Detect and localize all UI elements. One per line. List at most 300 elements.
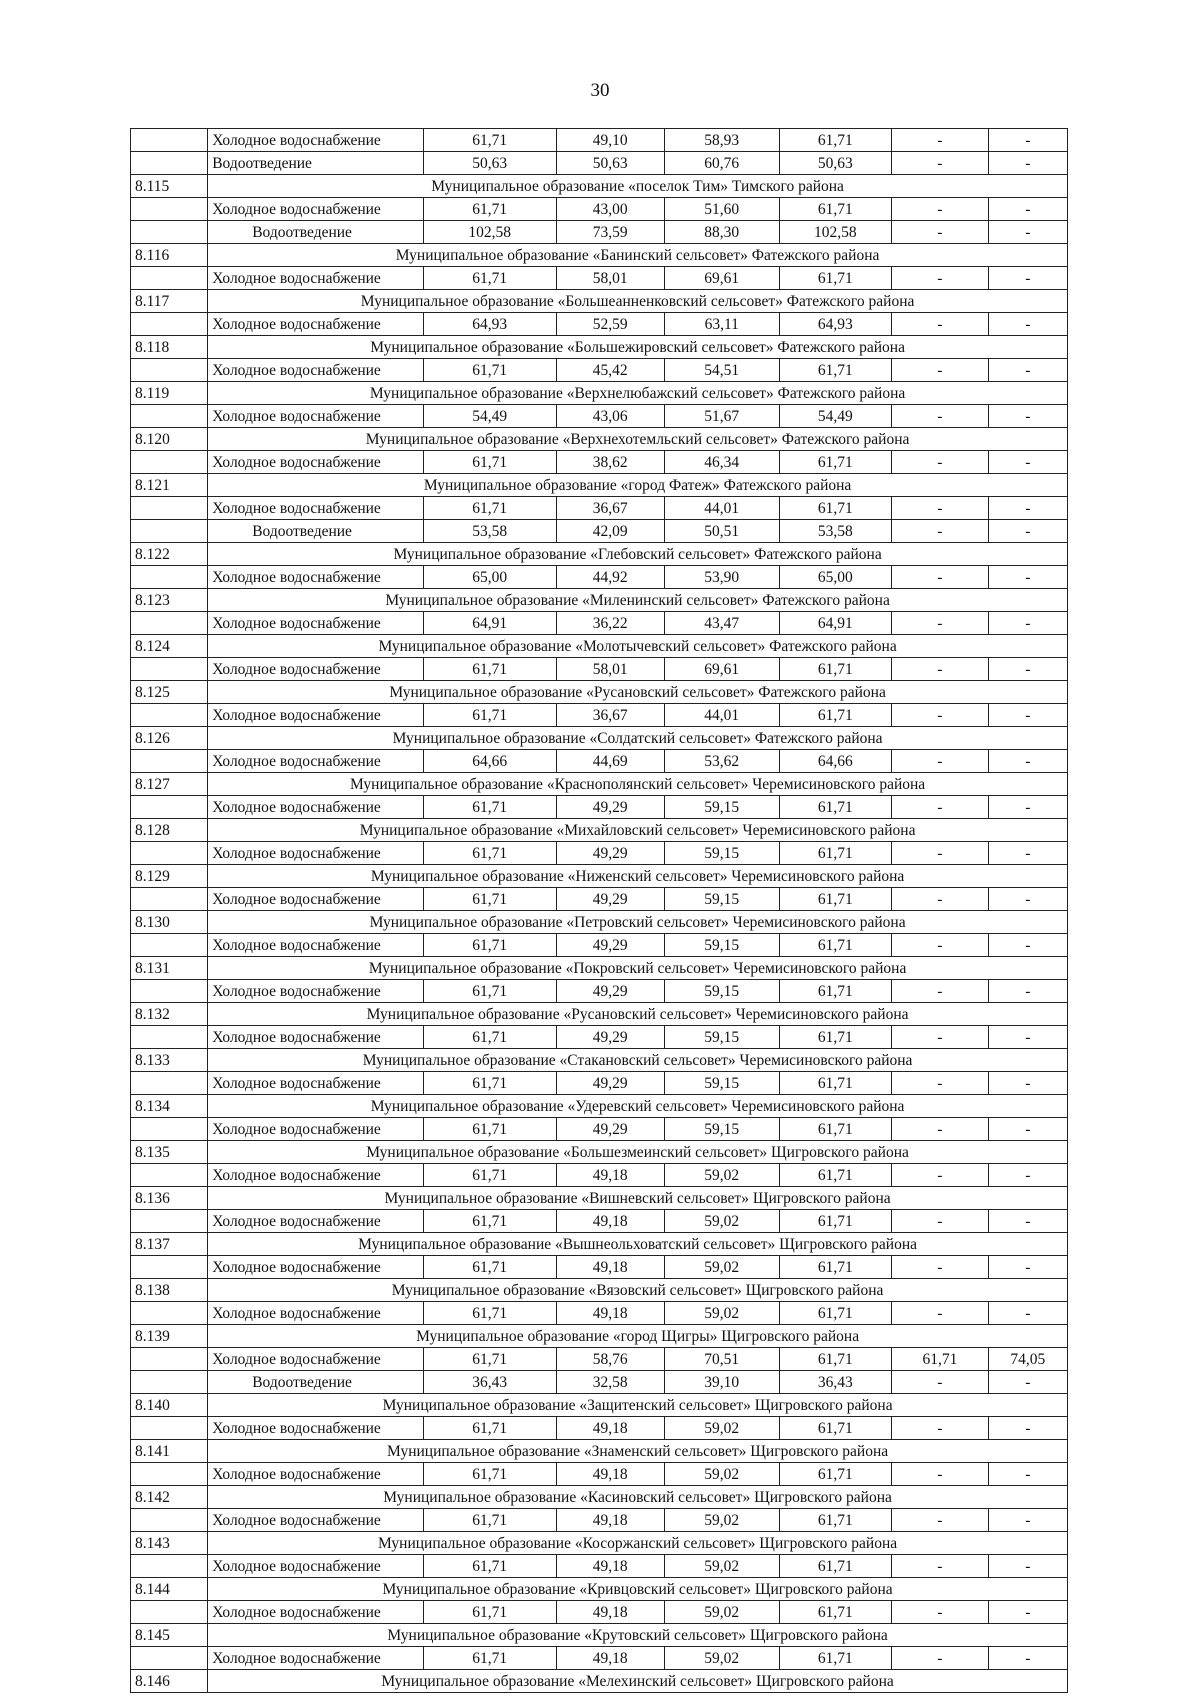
tariff-value: - (892, 1417, 988, 1440)
service-name: Холодное водоснабжение (208, 1302, 423, 1325)
service-row (131, 1463, 1068, 1486)
row-number: 8.142 (131, 1486, 208, 1509)
tariff-value: 49,18 (556, 1555, 664, 1578)
tariff-value: 58,76 (556, 1348, 664, 1371)
service-row (131, 1026, 1068, 1049)
tariff-value: - (892, 934, 988, 957)
tariff-value: - (988, 750, 1067, 773)
service-row (131, 1647, 1068, 1670)
row-number-empty (131, 359, 208, 382)
tariff-value: 61,71 (779, 980, 892, 1003)
municipality-header-row (131, 957, 1068, 980)
service-row (131, 359, 1068, 382)
service-name: Холодное водоснабжение (208, 267, 423, 290)
municipality-header-row (131, 865, 1068, 888)
municipality-header-row (131, 1325, 1068, 1348)
tariff-value: 59,02 (664, 1601, 779, 1624)
service-name: Холодное водоснабжение (208, 497, 423, 520)
tariff-value: 61,71 (423, 1555, 556, 1578)
tariff-value: 44,69 (556, 750, 664, 773)
tariff-value: 61,71 (423, 980, 556, 1003)
tariff-value: 61,71 (779, 1210, 892, 1233)
tariff-value: 50,63 (423, 152, 556, 175)
tariff-value: - (988, 1210, 1067, 1233)
row-number: 8.127 (131, 773, 208, 796)
tariff-value: 44,01 (664, 704, 779, 727)
tariff-value: 64,66 (779, 750, 892, 773)
municipality-title: Муниципальное образование «Петровский сельсовет» Черемисиновского района (208, 911, 1068, 934)
tariff-value: - (892, 750, 988, 773)
tariff-value: 49,29 (556, 1118, 664, 1141)
row-number: 8.118 (131, 336, 208, 359)
tariff-value: 61,71 (423, 1302, 556, 1325)
row-number-empty (131, 704, 208, 727)
municipality-title: Муниципальное образование «Миленинский сельсовет» Фатежского района (208, 589, 1068, 612)
row-number-empty (131, 1417, 208, 1440)
municipality-header-row (131, 1187, 1068, 1210)
row-number-empty (131, 405, 208, 428)
tariff-value: 64,91 (423, 612, 556, 635)
tariff-value: 61,71 (779, 1256, 892, 1279)
tariff-value: 61,71 (779, 198, 892, 221)
tariff-value: 61,71 (423, 267, 556, 290)
tariff-value: 61,71 (423, 198, 556, 221)
row-number: 8.145 (131, 1624, 208, 1647)
municipality-header-row (131, 244, 1068, 267)
tariff-value: 61,71 (779, 704, 892, 727)
service-name: Холодное водоснабжение (208, 1072, 423, 1095)
service-row (131, 1509, 1068, 1532)
tariff-value: - (892, 198, 988, 221)
service-name: Водоотведение (208, 1371, 423, 1394)
tariff-value: - (892, 451, 988, 474)
row-number: 8.138 (131, 1279, 208, 1302)
municipality-header-row (131, 1532, 1068, 1555)
tariff-value: - (988, 1026, 1067, 1049)
tariff-value: 43,06 (556, 405, 664, 428)
tariff-value: 61,71 (423, 1210, 556, 1233)
tariff-value: 61,71 (892, 1348, 988, 1371)
tariff-value: - (892, 1463, 988, 1486)
municipality-title: Муниципальное образование «Защитенский сельсовет» Щигровского района (208, 1394, 1068, 1417)
row-number-empty (131, 1555, 208, 1578)
tariff-value: 54,51 (664, 359, 779, 382)
municipality-header-row (131, 1394, 1068, 1417)
tariff-value: 59,15 (664, 1026, 779, 1049)
tariff-value: 61,71 (779, 1647, 892, 1670)
service-name: Холодное водоснабжение (208, 612, 423, 635)
municipality-title: Муниципальное образование «Большезмеинский сельсовет» Щигровского района (208, 1141, 1068, 1164)
tariff-value: 50,51 (664, 520, 779, 543)
tariff-value: - (988, 359, 1067, 382)
tariff-value: - (892, 405, 988, 428)
tariff-value: 61,71 (779, 796, 892, 819)
service-row (131, 658, 1068, 681)
tariff-value: 49,18 (556, 1164, 664, 1187)
municipality-header-row (131, 1486, 1068, 1509)
municipality-header-row (131, 1624, 1068, 1647)
tariff-value: - (988, 129, 1067, 152)
tariff-value: 49,29 (556, 796, 664, 819)
municipality-title: Муниципальное образование «Солдатский сельсовет» Фатежского района (208, 727, 1068, 750)
tariff-value: - (892, 497, 988, 520)
tariff-value: 59,02 (664, 1647, 779, 1670)
tariff-value: 49,29 (556, 980, 664, 1003)
service-row (131, 888, 1068, 911)
row-number-empty (131, 566, 208, 589)
service-name: Холодное водоснабжение (208, 750, 423, 773)
tariff-value: 54,49 (423, 405, 556, 428)
row-number-empty (131, 451, 208, 474)
tariff-value: 61,71 (779, 1509, 892, 1532)
row-number-empty (131, 612, 208, 635)
row-number-empty (131, 1256, 208, 1279)
municipality-title: Муниципальное образование «Вишневский сельсовет» Щигровского района (208, 1187, 1068, 1210)
tariff-value: 74,05 (988, 1348, 1067, 1371)
service-row (131, 1371, 1068, 1394)
service-name: Водоотведение (208, 221, 423, 244)
row-number-empty (131, 198, 208, 221)
municipality-title: Муниципальное образование «Глебовский сельсовет» Фатежского района (208, 543, 1068, 566)
tariff-value: - (892, 152, 988, 175)
tariff-value: 49,18 (556, 1647, 664, 1670)
municipality-header-row (131, 635, 1068, 658)
municipality-title: Муниципальное образование «поселок Тим» Тимского района (208, 175, 1068, 198)
service-name: Холодное водоснабжение (208, 1210, 423, 1233)
tariff-value: - (988, 888, 1067, 911)
tariff-value: - (988, 1509, 1067, 1532)
row-number-empty (131, 129, 208, 152)
tariff-value: 63,11 (664, 313, 779, 336)
municipality-title: Муниципальное образование «Покровский сельсовет» Черемисиновского района (208, 957, 1068, 980)
row-number: 8.126 (131, 727, 208, 750)
service-row (131, 221, 1068, 244)
tariff-value: 61,71 (423, 129, 556, 152)
tariff-value: 61,71 (779, 497, 892, 520)
tariff-value: - (988, 497, 1067, 520)
service-row (131, 934, 1068, 957)
tariff-value: 61,71 (423, 1118, 556, 1141)
municipality-header-row (131, 382, 1068, 405)
tariff-value: 61,71 (423, 796, 556, 819)
tariff-value: 59,02 (664, 1463, 779, 1486)
tariff-value: 61,71 (423, 1256, 556, 1279)
tariff-value: - (988, 1417, 1067, 1440)
tariff-value: 59,15 (664, 934, 779, 957)
municipality-title: Муниципальное образование «Молотычевский сельсовет» Фатежского района (208, 635, 1068, 658)
service-name: Холодное водоснабжение (208, 704, 423, 727)
municipality-title: Муниципальное образование «Вышнеольховатский сельсовет» Щигровского района (208, 1233, 1068, 1256)
service-name: Холодное водоснабжение (208, 1256, 423, 1279)
tariff-value: 61,71 (779, 1417, 892, 1440)
tariff-value: 61,71 (423, 1026, 556, 1049)
service-name: Холодное водоснабжение (208, 934, 423, 957)
tariff-value: 61,71 (423, 1601, 556, 1624)
row-number-empty (131, 1348, 208, 1371)
municipality-header-row (131, 428, 1068, 451)
municipality-title: Муниципальное образование «Банинский сельсовет» Фатежского района (208, 244, 1068, 267)
tariff-value: 69,61 (664, 267, 779, 290)
row-number-empty (131, 1118, 208, 1141)
service-name: Холодное водоснабжение (208, 1348, 423, 1371)
tariff-value: 49,18 (556, 1302, 664, 1325)
service-row (131, 796, 1068, 819)
service-row (131, 980, 1068, 1003)
tariff-value: 50,63 (556, 152, 664, 175)
row-number-empty (131, 1509, 208, 1532)
tariff-value: 61,71 (423, 359, 556, 382)
tariff-value: 61,71 (779, 359, 892, 382)
row-number: 8.122 (131, 543, 208, 566)
tariff-value: - (988, 1371, 1067, 1394)
municipality-header-row (131, 727, 1068, 750)
tariff-value: 61,71 (423, 451, 556, 474)
tariff-value: - (892, 221, 988, 244)
tariff-value: 61,71 (423, 658, 556, 681)
municipality-header-row (131, 1049, 1068, 1072)
service-name: Холодное водоснабжение (208, 1417, 423, 1440)
tariff-value: 49,29 (556, 888, 664, 911)
tariff-value: - (988, 221, 1067, 244)
tariff-value: - (892, 566, 988, 589)
tariff-value: - (892, 1509, 988, 1532)
row-number: 8.119 (131, 382, 208, 405)
tariff-value: 61,71 (779, 129, 892, 152)
service-row (131, 842, 1068, 865)
tariff-value: 59,02 (664, 1302, 779, 1325)
tariff-value: 65,00 (779, 566, 892, 589)
tariff-value: - (892, 520, 988, 543)
tariff-value: 61,71 (779, 451, 892, 474)
service-row (131, 1118, 1068, 1141)
row-number-empty (131, 1302, 208, 1325)
tariff-value: - (892, 1118, 988, 1141)
row-number: 8.134 (131, 1095, 208, 1118)
tariff-value: 61,71 (423, 1509, 556, 1532)
tariff-value: - (988, 152, 1067, 175)
tariff-value: - (988, 313, 1067, 336)
tariff-value: - (988, 658, 1067, 681)
page-number: 30 (590, 80, 610, 101)
service-row (131, 1555, 1068, 1578)
tariff-value: 61,71 (423, 1348, 556, 1371)
tariff-value: 59,02 (664, 1164, 779, 1187)
service-row (131, 152, 1068, 175)
row-number-empty (131, 934, 208, 957)
row-number: 8.133 (131, 1049, 208, 1072)
tariff-value: 42,09 (556, 520, 664, 543)
tariff-value: 44,01 (664, 497, 779, 520)
row-number-empty (131, 1164, 208, 1187)
tariff-value: - (892, 842, 988, 865)
row-number-empty (131, 1371, 208, 1394)
service-name: Холодное водоснабжение (208, 313, 423, 336)
tariff-value: 36,43 (423, 1371, 556, 1394)
tariff-value: 46,34 (664, 451, 779, 474)
tariff-value: 70,51 (664, 1348, 779, 1371)
tariff-value: 49,18 (556, 1601, 664, 1624)
municipality-title: Муниципальное образование «Крутовский сельсовет» Щигровского района (208, 1624, 1068, 1647)
tariff-value: 53,58 (423, 520, 556, 543)
tariff-value: 39,10 (664, 1371, 779, 1394)
row-number: 8.117 (131, 290, 208, 313)
tariff-value: 51,60 (664, 198, 779, 221)
tariff-value: 32,58 (556, 1371, 664, 1394)
municipality-title: Муниципальное образование «Мелехинский сельсовет» Щигровского района (208, 1670, 1068, 1693)
row-number: 8.115 (131, 175, 208, 198)
tariff-value: 61,71 (423, 934, 556, 957)
tariff-value: 59,02 (664, 1417, 779, 1440)
municipality-title: Муниципальное образование «Косоржанский сельсовет» Щигровского района (208, 1532, 1068, 1555)
service-name: Холодное водоснабжение (208, 129, 423, 152)
municipality-title: Муниципальное образование «Верхнелюбажский сельсовет» Фатежского района (208, 382, 1068, 405)
row-number: 8.132 (131, 1003, 208, 1026)
service-row (131, 405, 1068, 428)
service-row (131, 313, 1068, 336)
tariff-value: - (892, 267, 988, 290)
tariff-value: - (892, 980, 988, 1003)
tariff-value: 49,18 (556, 1509, 664, 1532)
row-number: 8.131 (131, 957, 208, 980)
tariff-value: 59,02 (664, 1555, 779, 1578)
tariff-value: 53,62 (664, 750, 779, 773)
tariff-value: 43,00 (556, 198, 664, 221)
service-name: Холодное водоснабжение (208, 658, 423, 681)
service-name: Холодное водоснабжение (208, 842, 423, 865)
municipality-header-row (131, 1233, 1068, 1256)
tariff-value: 49,29 (556, 1072, 664, 1095)
service-name: Холодное водоснабжение (208, 359, 423, 382)
tariff-value: - (988, 405, 1067, 428)
service-row (131, 497, 1068, 520)
tariff-value: 88,30 (664, 221, 779, 244)
municipality-header-row (131, 681, 1068, 704)
row-number: 8.144 (131, 1578, 208, 1601)
municipality-header-row (131, 543, 1068, 566)
tariff-value: 61,71 (779, 1072, 892, 1095)
row-number-empty (131, 888, 208, 911)
row-number: 8.139 (131, 1325, 208, 1348)
row-number-empty (131, 980, 208, 1003)
tariff-value: 49,29 (556, 1026, 664, 1049)
municipality-header-row (131, 336, 1068, 359)
tariff-value: - (988, 267, 1067, 290)
municipality-title: Муниципальное образование «Ниженский сельсовет» Черемисиновского района (208, 865, 1068, 888)
service-name: Холодное водоснабжение (208, 1026, 423, 1049)
tariff-value: 50,63 (779, 152, 892, 175)
tariff-value: - (892, 1601, 988, 1624)
municipality-title: Муниципальное образование «Стакановский сельсовет» Черемисиновского района (208, 1049, 1068, 1072)
tariff-value: 36,67 (556, 497, 664, 520)
tariff-value: 59,15 (664, 1118, 779, 1141)
row-number-empty (131, 221, 208, 244)
tariff-value: - (988, 934, 1067, 957)
row-number: 8.116 (131, 244, 208, 267)
tariff-value: - (892, 1210, 988, 1233)
tariff-value: 61,71 (779, 1026, 892, 1049)
tariff-value: - (892, 704, 988, 727)
service-name: Водоотведение (208, 520, 423, 543)
municipality-title: Муниципальное образование «Михайловский сельсовет» Черемисиновского района (208, 819, 1068, 842)
row-number: 8.129 (131, 865, 208, 888)
tariff-value: 102,58 (779, 221, 892, 244)
tariff-value: 49,18 (556, 1463, 664, 1486)
tariff-value: 36,67 (556, 704, 664, 727)
tariff-value: - (892, 1371, 988, 1394)
service-row (131, 1302, 1068, 1325)
municipality-header-row (131, 1003, 1068, 1026)
municipality-header-row (131, 474, 1068, 497)
row-number: 8.140 (131, 1394, 208, 1417)
tariff-value: 53,58 (779, 520, 892, 543)
tariff-value: 49,18 (556, 1417, 664, 1440)
service-name: Холодное водоснабжение (208, 1164, 423, 1187)
row-number-empty (131, 152, 208, 175)
tariff-value: 52,59 (556, 313, 664, 336)
service-row (131, 612, 1068, 635)
municipality-header-row (131, 1095, 1068, 1118)
tariff-value: 36,43 (779, 1371, 892, 1394)
row-number: 8.130 (131, 911, 208, 934)
service-name: Холодное водоснабжение (208, 888, 423, 911)
tariff-value: - (988, 451, 1067, 474)
tariff-value: - (988, 566, 1067, 589)
tariff-value: - (988, 520, 1067, 543)
tariff-value: 61,71 (779, 658, 892, 681)
tariff-value: - (892, 612, 988, 635)
municipality-header-row (131, 1279, 1068, 1302)
tariff-value: 73,59 (556, 221, 664, 244)
municipality-header-row (131, 1141, 1068, 1164)
tariff-value: - (988, 1463, 1067, 1486)
tariff-value: 61,71 (779, 267, 892, 290)
municipality-header-row (131, 1670, 1068, 1693)
tariff-value: - (892, 1072, 988, 1095)
service-name: Холодное водоснабжение (208, 1509, 423, 1532)
municipality-header-row (131, 773, 1068, 796)
row-number-empty (131, 497, 208, 520)
service-row (131, 520, 1068, 543)
tariff-value: 61,71 (423, 1647, 556, 1670)
service-name: Холодное водоснабжение (208, 405, 423, 428)
service-row (131, 750, 1068, 773)
service-name: Холодное водоснабжение (208, 198, 423, 221)
row-number: 8.143 (131, 1532, 208, 1555)
municipality-title: Муниципальное образование «Краснополянский сельсовет» Черемисиновского района (208, 773, 1068, 796)
municipality-title: Муниципальное образование «Большеанненковский сельсовет» Фатежского района (208, 290, 1068, 313)
tariff-value: - (892, 658, 988, 681)
service-name: Холодное водоснабжение (208, 1463, 423, 1486)
municipality-header-row (131, 1440, 1068, 1463)
tariff-value: 51,67 (664, 405, 779, 428)
service-name: Холодное водоснабжение (208, 566, 423, 589)
row-number-empty (131, 1647, 208, 1670)
municipality-header-row (131, 819, 1068, 842)
tariff-value: - (988, 1647, 1067, 1670)
service-row (131, 1164, 1068, 1187)
tariff-value: - (892, 796, 988, 819)
service-name: Холодное водоснабжение (208, 1118, 423, 1141)
service-name: Холодное водоснабжение (208, 796, 423, 819)
tariff-value: 61,71 (779, 1463, 892, 1486)
row-number-empty (131, 658, 208, 681)
service-row (131, 1072, 1068, 1095)
municipality-title: Муниципальное образование «Кривцовский сельсовет» Щигровского района (208, 1578, 1068, 1601)
tariff-value: 61,71 (779, 842, 892, 865)
tariff-table-body (131, 129, 1068, 1693)
tariff-value: - (988, 612, 1067, 635)
tariff-value: - (988, 704, 1067, 727)
